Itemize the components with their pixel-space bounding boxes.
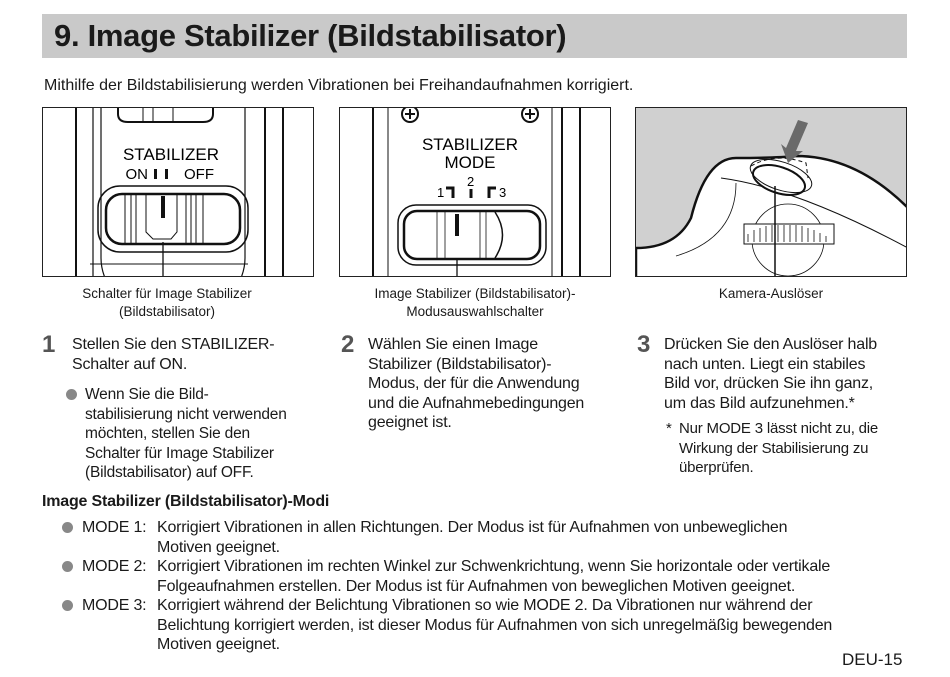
- svg-text:1: 1: [437, 185, 445, 200]
- figure-caption-stabilizer-switch: Schalter für Image Stabilizer (Bildstabilisator): [82, 286, 252, 319]
- svg-text:MODE: MODE: [444, 153, 496, 172]
- bullet-icon: [62, 600, 73, 611]
- switch-label-stabilizer: STABILIZER: [122, 145, 220, 164]
- step-number: 1: [42, 331, 56, 358]
- step-3-text: Drücken Sie den Auslöser halb nach unten. Liegt ein stabiles Bild vor, drücken Sie ihn ganz, um das Bild aufzunehmen.*: [664, 336, 877, 412]
- svg-text:STABILIZER: STABILIZER: [421, 135, 519, 154]
- bullet-icon: [62, 522, 73, 533]
- screw-icon: [522, 108, 538, 122]
- shutter-button-illustration: [635, 107, 907, 277]
- screw-icon: [402, 108, 418, 122]
- figure-caption-mode-switch: Image Stabilizer (Bildstabilisator)- Modusauswahlschalter: [374, 286, 576, 319]
- intro-text: Mithilfe der Bildstabilisierung werden Vibrationen bei Freihandaufnahmen korrigiert.: [44, 77, 634, 94]
- modes-heading: Image Stabilizer (Bildstabilisator)-Modi: [42, 493, 330, 510]
- stabilizer-switch-illustration: [42, 107, 314, 277]
- step-2-text: Wählen Sie einen Image Stabilizer (Bildstabilisator)- Modus, der für die Anwendung und die Aufnahmebedingungen geeignet ist.: [368, 336, 585, 431]
- svg-text:2: 2: [467, 174, 475, 189]
- step-number: 3: [637, 331, 651, 358]
- step-1-note: Wenn Sie die Bild- stabilisierung nicht verwenden möchten, stellen Sie den Schalter für Image Stabilizer (Bildstabilisator) auf OFF.: [85, 386, 287, 481]
- page-number: DEU-15: [842, 650, 903, 669]
- step-3-footnote: Nur MODE 3 lässt nicht zu, die Wirkung der Stabilisierung zu überprüfen.: [679, 420, 879, 476]
- step-1-text: Stellen Sie den STABILIZER- Schalter auf ON.: [72, 336, 275, 373]
- bullet-icon: [66, 389, 77, 400]
- svg-text:OFF: OFF: [184, 166, 214, 183]
- svg-text:3: 3: [499, 185, 507, 200]
- svg-text:ON: ON: [125, 166, 148, 183]
- figure-caption-shutter: Kamera-Auslöser: [718, 286, 824, 301]
- page-title: 9. Image Stabilizer (Bildstabilisator): [54, 18, 567, 53]
- step-number: 2: [341, 331, 355, 358]
- bullet-icon: [62, 561, 73, 572]
- stabilizer-mode-switch-illustration: [339, 107, 611, 277]
- footnote-mark: *: [666, 420, 672, 437]
